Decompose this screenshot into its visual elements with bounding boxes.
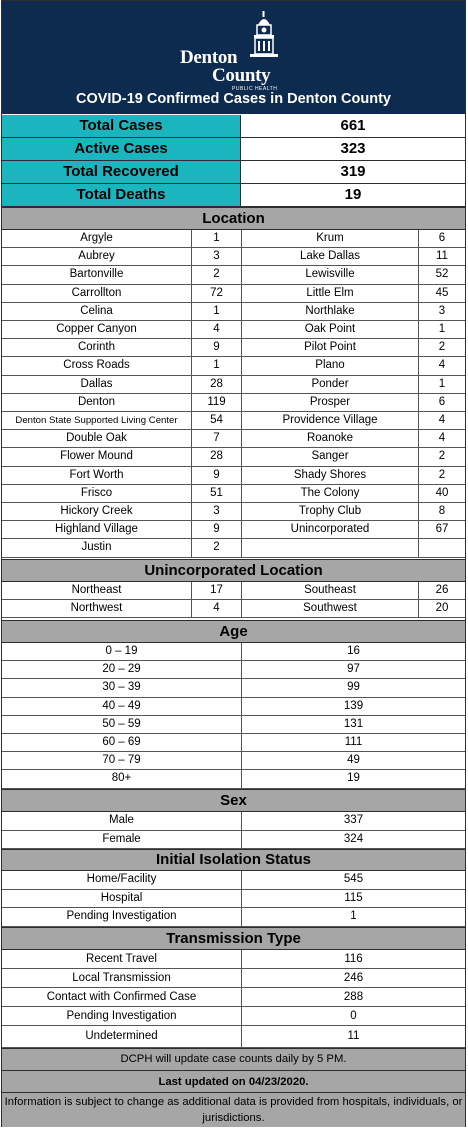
table-cell: Cross Roads xyxy=(2,357,192,374)
table-cell: Recent Travel xyxy=(2,950,242,968)
table-cell: 11 xyxy=(436,250,448,263)
table-cell: Unincorporated xyxy=(242,521,419,538)
table-row xyxy=(2,734,465,752)
table-cell: Hickory Creek xyxy=(2,503,192,520)
table-cell: 115 xyxy=(344,891,363,904)
table-cell: Bartonville xyxy=(2,266,192,283)
unincorporated-heading: Unincorporated Location xyxy=(2,559,465,582)
table-cell: Corinth xyxy=(2,339,192,356)
table-cell: Oak Point xyxy=(242,321,419,338)
table-cell: Sanger xyxy=(242,448,419,465)
table-row xyxy=(2,770,465,788)
table-cell: Providence Village xyxy=(242,412,419,429)
table-row xyxy=(2,485,465,503)
table-cell: 0 – 19 xyxy=(2,643,242,660)
logo-subtitle: PUBLIC HEALTH xyxy=(232,86,278,92)
table-cell: Little Elm xyxy=(242,285,419,302)
table-cell: Krum xyxy=(242,230,419,247)
table-cell: 20 – 29 xyxy=(2,661,242,678)
table-cell: 11 xyxy=(347,1030,360,1042)
table-cell: 4 xyxy=(438,432,446,445)
table-cell: Denton State Supported Living Center xyxy=(2,412,192,429)
table-row xyxy=(2,394,465,412)
table-cell: 20 xyxy=(435,602,449,615)
table-cell: 3 xyxy=(438,304,446,317)
table-cell: Home/Facility xyxy=(2,871,242,889)
table-cell: Southeast xyxy=(242,582,419,599)
table-cell: 337 xyxy=(343,814,364,826)
table-cell: 19 xyxy=(347,772,360,785)
table-row xyxy=(2,988,465,1007)
table-cell: 9 xyxy=(192,339,242,356)
table-row xyxy=(2,430,465,448)
table-row xyxy=(2,266,465,284)
summary-label: Active Cases xyxy=(2,138,241,161)
table-cell: 139 xyxy=(343,699,364,712)
table-cell: Northeast xyxy=(2,582,192,599)
table-cell: Prosper xyxy=(242,394,419,411)
table-cell: 324 xyxy=(343,832,364,845)
table-cell: 99 xyxy=(347,681,360,694)
table-cell: Aubrey xyxy=(2,248,192,265)
table-cell: 4 xyxy=(192,600,242,617)
table-row xyxy=(2,969,465,988)
table-cell: 67 xyxy=(435,523,449,536)
table-cell: Fort Worth xyxy=(2,467,192,484)
summary-row xyxy=(2,184,465,207)
table-cell: Female xyxy=(2,831,242,849)
table-cell: Carrollton xyxy=(2,285,192,302)
table-row xyxy=(2,679,465,697)
table-cell: 17 xyxy=(192,582,242,599)
table-row xyxy=(2,339,465,357)
denton-county-public-health-logo xyxy=(172,11,302,92)
table-cell: Pending Investigation xyxy=(2,1007,242,1025)
table-cell: Plano xyxy=(242,357,419,374)
table-row xyxy=(2,248,465,266)
summary-row xyxy=(2,115,465,138)
table-row xyxy=(2,908,465,927)
table-cell: 7 xyxy=(192,430,242,447)
table-row xyxy=(2,230,465,248)
table-row xyxy=(2,1007,465,1026)
table-row xyxy=(2,716,465,734)
table-cell: Flower Mound xyxy=(2,448,192,465)
table-cell: 1 xyxy=(350,910,357,922)
table-cell: 9 xyxy=(192,521,242,538)
table-cell xyxy=(419,539,465,556)
table-cell: 28 xyxy=(192,376,242,393)
table-cell: 288 xyxy=(343,991,364,1003)
location-heading: Location xyxy=(2,207,465,230)
table-cell: 30 – 39 xyxy=(2,679,242,696)
table-cell: Northwest xyxy=(2,600,192,617)
table-row xyxy=(2,643,465,661)
table-row xyxy=(2,303,465,321)
table-row xyxy=(2,752,465,770)
table-cell: 3 xyxy=(192,248,242,265)
table-cell: 52 xyxy=(435,268,449,281)
table-row xyxy=(2,285,465,303)
table-row xyxy=(2,412,465,430)
table-cell: Local Transmission xyxy=(2,969,242,987)
summary-value: 661 xyxy=(241,115,465,138)
table-cell: 2 xyxy=(192,539,242,556)
table-cell: 4 xyxy=(192,321,242,338)
table-cell: 40 xyxy=(435,486,449,499)
table-cell: 2 xyxy=(192,266,242,283)
table-cell: Double Oak xyxy=(2,430,192,447)
summary-row xyxy=(2,161,465,184)
table-cell: Roanoke xyxy=(242,430,419,447)
table-cell: Argyle xyxy=(2,230,192,247)
logo-word-county: County xyxy=(212,65,271,86)
table-row xyxy=(2,1026,465,1048)
table-row xyxy=(2,376,465,394)
table-row xyxy=(2,521,465,539)
table-cell: 111 xyxy=(344,736,363,748)
table-cell: 1 xyxy=(192,357,242,374)
courthouse-icon xyxy=(246,11,282,69)
table-cell: Pending Investigation xyxy=(2,908,242,926)
summary-value: 19 xyxy=(241,184,465,207)
table-cell: Copper Canyon xyxy=(2,321,192,338)
table-cell: 1 xyxy=(438,323,446,335)
report-header xyxy=(2,1,465,114)
table-cell: 0 xyxy=(350,1010,357,1022)
summary-label: Total Cases xyxy=(2,115,241,138)
table-row xyxy=(2,871,465,890)
logo-word-denton: Denton xyxy=(180,47,238,68)
table-cell: Hospital xyxy=(2,890,242,908)
table-cell: 4 xyxy=(438,414,446,426)
table-cell: Pilot Point xyxy=(242,339,419,356)
table-cell: Southwest xyxy=(242,600,419,617)
report-title: COVID-19 Confirmed Cases in Denton County xyxy=(75,91,391,107)
table-cell: Contact with Confirmed Case xyxy=(2,988,242,1006)
table-row xyxy=(2,321,465,339)
table-cell: 1 xyxy=(192,303,242,320)
isolation-heading: Initial Isolation Status xyxy=(2,849,465,871)
table-cell: 49 xyxy=(347,754,360,767)
table-row xyxy=(2,831,465,850)
last-updated: Last updated on 04/23/2020. xyxy=(2,1070,465,1092)
table-row xyxy=(2,503,465,521)
table-row xyxy=(2,582,465,600)
summary-label: Total Recovered xyxy=(2,161,241,184)
table-row xyxy=(2,698,465,716)
table-cell: 80+ xyxy=(2,770,242,787)
table-cell: 16 xyxy=(347,645,360,657)
table-cell: Trophy Club xyxy=(242,503,419,520)
table-cell: 70 – 79 xyxy=(2,752,242,769)
table-cell: Highland Village xyxy=(2,521,192,538)
table-cell: 28 xyxy=(192,448,242,465)
table-cell: 1 xyxy=(438,377,446,390)
table-cell: Northlake xyxy=(242,303,419,320)
table-row xyxy=(2,539,465,557)
table-cell: Denton xyxy=(2,394,192,411)
table-cell: Lewisville xyxy=(242,266,419,283)
table-cell: 2 xyxy=(438,468,446,481)
case-report-sheet xyxy=(1,0,466,1127)
table-row xyxy=(2,600,465,618)
summary-value: 319 xyxy=(241,161,465,184)
table-cell xyxy=(242,539,419,556)
table-cell: 116 xyxy=(344,953,363,965)
table-cell: 97 xyxy=(347,663,360,676)
table-row xyxy=(2,950,465,969)
disclaimer: Information is subject to change as additional data is provided from hospitals, individuals, or jurisdictions. xyxy=(2,1092,465,1127)
table-cell: 3 xyxy=(192,503,242,520)
table-cell: 60 – 69 xyxy=(2,734,242,751)
transmission-heading: Transmission Type xyxy=(2,927,465,950)
table-cell: 40 – 49 xyxy=(2,698,242,715)
table-cell: Celina xyxy=(2,303,192,320)
table-cell: The Colony xyxy=(242,485,419,502)
summary-label: Total Deaths xyxy=(2,184,241,207)
table-cell: Shady Shores xyxy=(242,467,419,484)
table-cell: Justin xyxy=(2,539,192,556)
table-cell: 4 xyxy=(438,359,446,372)
table-row xyxy=(2,812,465,831)
table-cell: 50 – 59 xyxy=(2,716,242,733)
table-cell: 1 xyxy=(192,230,242,247)
table-cell: 54 xyxy=(192,412,242,429)
table-cell: Undetermined xyxy=(2,1026,242,1047)
summary-row xyxy=(2,138,465,161)
table-cell: Lake Dallas xyxy=(242,248,419,265)
table-cell: Frisco xyxy=(2,485,192,502)
table-cell: 6 xyxy=(438,395,446,408)
table-cell: 131 xyxy=(343,717,364,730)
table-cell: 545 xyxy=(343,873,364,885)
table-cell: 9 xyxy=(192,467,242,484)
table-cell: 51 xyxy=(192,485,242,502)
table-cell: 26 xyxy=(435,584,449,596)
table-row xyxy=(2,661,465,679)
table-cell: 6 xyxy=(438,232,446,244)
update-note: DCPH will update case counts daily by 5 PM. xyxy=(2,1048,465,1070)
table-row xyxy=(2,448,465,466)
table-cell: 119 xyxy=(192,394,242,411)
sex-heading: Sex xyxy=(2,789,465,812)
table-cell: 72 xyxy=(192,285,242,302)
table-cell: 45 xyxy=(435,286,449,299)
table-cell: 246 xyxy=(343,972,364,984)
table-cell: Ponder xyxy=(242,376,419,393)
age-heading: Age xyxy=(2,620,465,643)
table-row xyxy=(2,890,465,909)
table-row xyxy=(2,467,465,485)
table-cell: 8 xyxy=(438,505,446,517)
table-cell: 2 xyxy=(438,450,446,463)
table-cell: Male xyxy=(2,812,242,830)
table-cell: 2 xyxy=(438,341,446,354)
table-row xyxy=(2,357,465,375)
summary-value: 323 xyxy=(241,138,465,161)
table-cell: Dallas xyxy=(2,376,192,393)
